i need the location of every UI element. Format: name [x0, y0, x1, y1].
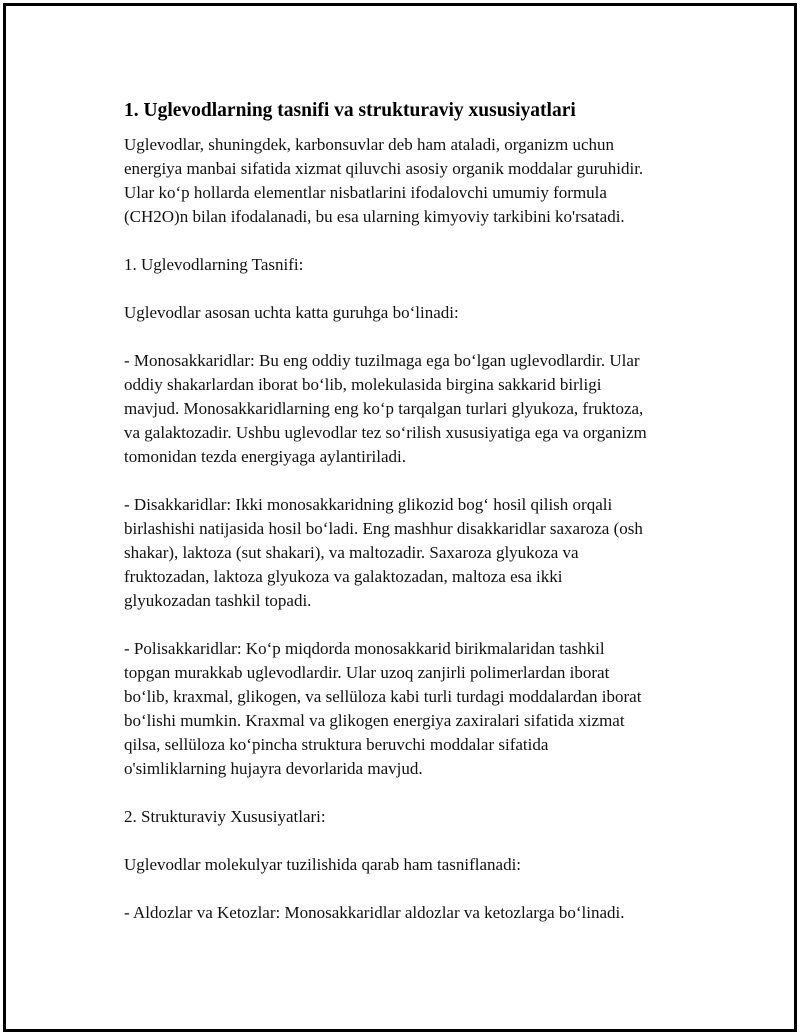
document-body [124, 98, 704, 949]
intro-paragraph: Uglevodlar, shuningdek, karbonsuvlar deb ham ataladi, organizm uchun energiya manbai sifatida xizmat qiluvchi asosiy organik moddalar guruhidir. Ular ko‘p hollarda elementlar nisbatlarini ifodalovchi umumiy formula (CH2O)n bilan ifodalanadi, bu esa ularning kimyoviy tarkibini ko'rsatadi. [124, 135, 644, 226]
classification-intro: Uglevodlar asosan uchta katta guruhga bo‘linadi: [124, 303, 459, 322]
section-heading-structure: 2. Strukturaviy Xususiyatlari: [124, 807, 326, 826]
document-title: 1. Uglevodlarning tasnifi va strukturaviy xususiyatlari [124, 100, 576, 121]
structure-intro: Uglevodlar molekulyar tuzilishida qarab ham tasniflanadi: [124, 855, 522, 874]
monosaccharides-paragraph: - Monosakkaridlar: Bu eng oddiy tuzilmaga ega bo‘lgan uglevodlardir. Ular oddiy shakarlardan iborat bo‘lib, molekulasida birgina sakkarid birligi mavjud. Monosakkaridlarning eng ko‘p tarqalgan turlari glyukoza, fruktoza, va galaktozadir. Ushbu uglevodlar tez so‘rilish xususiyatiga ega va organizm tomonidan tezda energiyaga aylantiriladi. [124, 351, 647, 466]
disaccharides-paragraph: - Disakkaridlar: Ikki monosakkaridning glikozid bog‘ hosil qilish orqali birlashishi natijasida hosil bo‘ladi. Eng mashhur disakkaridlar saxaroza (osh shakar), laktoza (sut shakari), va maltozadir. Saxaroza glyukoza va fruktozadan, laktoza glyukoza va galaktozadan, maltoza esa ikki glyukozadan tashkil topadi. [124, 495, 643, 610]
page-border [3, 3, 797, 1032]
polysaccharides-paragraph: - Polisakkaridlar: Ko‘p miqdorda monosakkarid birikmalaridan tashkil topgan murakkab uglevodlardir. Ular uzoq zanjirli polimerlardan iborat bo‘lib, kraxmal, glikogen, va sellüloza kabi turli turdagi moddalardan iborat bo‘lishi mumkin. Kraxmal va glikogen energiya zaxiralari sifatida xizmat qilsa, sellüloza ko‘pincha struktura beruvchi moddalar sifatida o'simliklarning hujayra devorlarida mavjud. [124, 639, 642, 778]
aldoses-ketoses-paragraph: - Aldozlar va Ketozlar: Monosakkaridlar aldozlar va ketozlarga bo‘linadi. [124, 903, 625, 922]
section-heading-classification: 1. Uglevodlarning Tasnifi: [124, 255, 304, 274]
